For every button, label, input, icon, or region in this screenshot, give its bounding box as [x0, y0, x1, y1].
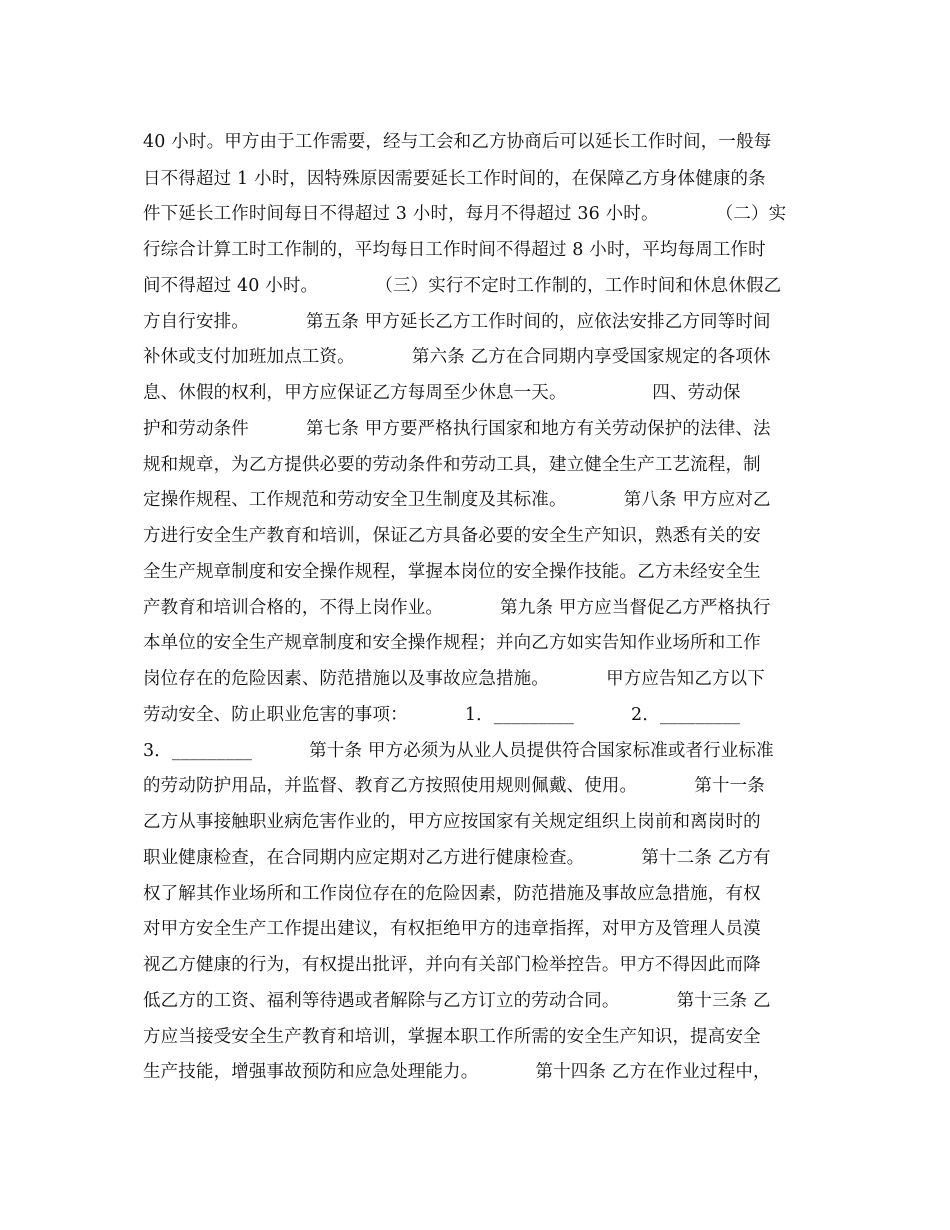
- text-line: 日不得超过 1 小时，因特殊原因需要延长工作时间的，在保障乙方身体健康的条: [143, 169, 766, 189]
- text-line: 生产技能，增强事故预防和应急处理能力。 第十四条 乙方在作业过程中，: [143, 1062, 771, 1082]
- text-line: 方应当接受安全生产教育和培训，掌握本职工作所需的安全生产知识，提高安全: [143, 1027, 761, 1047]
- text-line: 护和劳动条件 第七条 甲方要严格执行国家和地方有关劳动保护的法律、法: [143, 419, 771, 439]
- text-line: 补休或支付加班加点工资。 第六条 乙方在合同期内享受国家规定的各项休: [143, 347, 771, 367]
- text-line: 全生产规章制度和安全操作规程，掌握本岗位的安全操作技能。乙方未经安全生: [143, 562, 761, 582]
- text-line: 行综合计算工时工作制的，平均每日工作时间不得超过 8 小时，平均每周工作时: [143, 240, 766, 260]
- text-line: 对甲方安全生产工作提出建议，有权拒绝甲方的违章指挥，对甲方及管理人员漠: [143, 919, 761, 939]
- text-line: 件下延长工作时间每日不得超过 3 小时，每月不得超过 36 小时。 （二）实: [143, 204, 787, 224]
- text-line: 40 小时。甲方由于工作需要，经与工会和乙方协商后可以延长工作时间，一般每: [143, 132, 772, 152]
- text-line: 劳动安全、防止职业危害的事项： 1．_________ 2．_________: [143, 705, 741, 725]
- text-line: 方进行安全生产教育和培训，保证乙方具备必要的安全生产知识，熟悉有关的安: [143, 526, 761, 546]
- text-line: 方自行安排。 第五条 甲方延长乙方工作时间的，应依法安排乙方同等时间: [143, 312, 771, 332]
- text-line: 岗位存在的危险因素、防范措施以及事故应急措施。 甲方应告知乙方以下: [143, 669, 765, 689]
- text-line: 息、休假的权利，甲方应保证乙方每周至少休息一天。 四、劳动保: [143, 383, 741, 403]
- text-line: 的劳动防护用品，并监督、教育乙方按照使用规则佩戴、使用。 第十一条: [143, 776, 765, 796]
- text-line: 间不得超过 40 小时。 （三）实行不定时工作制的，工作时间和休息休假乙: [143, 276, 782, 296]
- text-line: 本单位的安全生产规章制度和安全操作规程；并向乙方如实告知作业场所和工作: [143, 633, 761, 653]
- text-line: 3．_________ 第十条 甲方必须为从业人员提供符合国家标准或者行业标准: [143, 741, 774, 761]
- text-line: 规和规章，为乙方提供必要的劳动条件和劳动工具，建立健全生产工艺流程，制: [143, 455, 761, 475]
- text-line: 低乙方的工资、福利等待遇或者解除与乙方订立的劳动合同。 第十三条 乙: [143, 991, 771, 1011]
- text-line: 权了解其作业场所和工作岗位存在的危险因素，防范措施及事故应急措施，有权: [143, 884, 761, 904]
- text-line: 视乙方健康的行为，有权提出批评，并向有关部门检举控告。甲方不得因此而降: [143, 955, 761, 975]
- text-line: 产教育和培训合格的，不得上岗作业。 第九条 甲方应当督促乙方严格执行: [143, 598, 771, 618]
- text-line: 定操作规程、工作规范和劳动安全卫生制度及其标准。 第八条 甲方应对乙: [143, 490, 771, 510]
- text-line: 职业健康检查，在合同期内应定期对乙方进行健康检查。 第十二条 乙方有: [143, 848, 771, 868]
- text-line: 乙方从事接触职业病危害作业的，甲方应按国家有关规定组织上岗前和离岗时的: [143, 812, 761, 832]
